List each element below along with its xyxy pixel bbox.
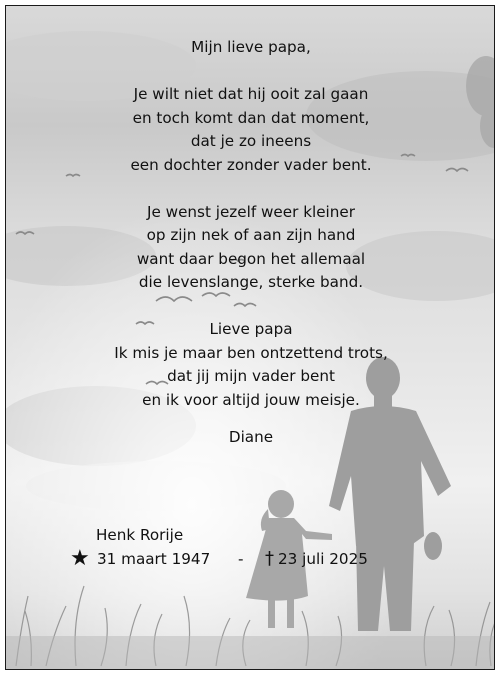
poem-line: op zijn nek of aan zijn hand <box>146 226 356 244</box>
poem-line: dat jij mijn vader bent <box>167 367 335 385</box>
cross-icon: † <box>265 548 274 569</box>
poem-line: Lieve papa <box>209 320 293 338</box>
poem-stanza-1 <box>6 83 495 177</box>
poem-line: en toch komt dan dat moment, <box>132 108 370 127</box>
poem-line: Je wilt niet dat hij ooit zal gaan <box>133 85 369 103</box>
poem-line: die levenslange, sterke band. <box>138 273 364 291</box>
poem-greeting <box>6 36 495 60</box>
poem <box>6 36 495 436</box>
signature: Diane <box>228 428 274 446</box>
poem-line: want daar begon het allemaal <box>136 249 366 268</box>
poem-line: en ik voor altijd jouw meisje. <box>142 390 360 409</box>
poem-line: een dochter zonder vader bent. <box>130 155 372 174</box>
memorial-card <box>5 5 495 670</box>
death-date: 23 juli 2025 <box>278 550 368 568</box>
star-icon: ★ <box>70 546 90 571</box>
deceased-name: Henk Rorije <box>96 526 184 544</box>
poem-line: Je wenst jezelf weer kleiner <box>147 202 355 221</box>
poem-line: Ik mis je maar ben ontzettend trots, <box>114 343 388 362</box>
poem-stanza-2 <box>6 201 495 295</box>
birth-date: 31 maart 1947 <box>97 550 211 568</box>
poem-line: dat je zo ineens <box>190 132 312 150</box>
greeting-line: Mijn lieve papa, <box>191 38 311 56</box>
poem-stanza-3 <box>6 318 495 412</box>
life-dates <box>70 546 490 574</box>
date-separator: - <box>238 550 244 568</box>
